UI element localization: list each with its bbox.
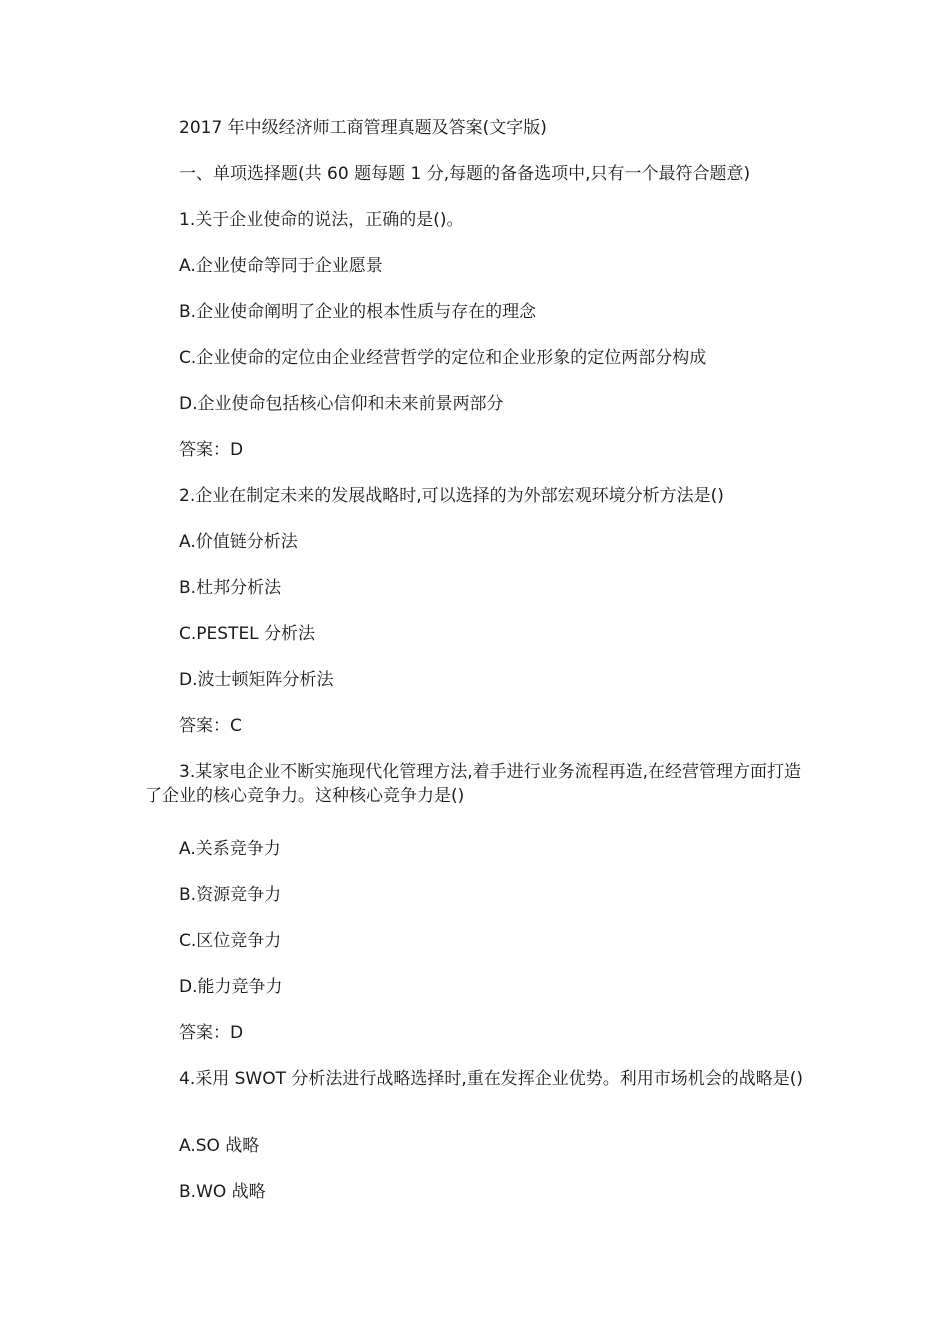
question-1-option-d: D.企业使命包括核心信仰和未来前景两部分 bbox=[179, 394, 504, 414]
question-2-answer: 答案：C bbox=[179, 716, 242, 736]
question-3-option-b: B.资源竞争力 bbox=[179, 885, 282, 905]
question-1-stem: 1.关于企业使命的说法，正确的是()。 bbox=[179, 210, 464, 230]
question-4-option-a: A.SO 战略 bbox=[179, 1136, 260, 1156]
question-2-stem: 2.企业在制定未来的发展战略时,可以选择的为外部宏观环境分析方法是() bbox=[179, 486, 724, 506]
section-heading: 一、单项选择题(共 60 题每题 1 分,每题的备备选项中,只有一个最符合题意) bbox=[179, 164, 751, 184]
question-1-option-c: C.企业使命的定位由企业经营哲学的定位和企业形象的定位两部分构成 bbox=[179, 348, 707, 368]
question-3-answer: 答案：D bbox=[179, 1023, 244, 1043]
question-1-answer: 答案：D bbox=[179, 440, 244, 460]
question-3-option-c: C.区位竞争力 bbox=[179, 931, 282, 951]
question-4-stem: 4.采用 SWOT 分析法进行战略选择时,重在发挥企业优势。利用市场机会的战略是() bbox=[179, 1069, 804, 1089]
question-2-option-b: B.杜邦分析法 bbox=[179, 578, 282, 598]
question-4-option-b: B.WO 战略 bbox=[179, 1182, 266, 1202]
question-2-option-d: D.波士顿矩阵分析法 bbox=[179, 670, 334, 690]
question-1-option-b: B.企业使命阐明了企业的根本性质与存在的理念 bbox=[179, 302, 537, 322]
question-2-option-a: A.价值链分析法 bbox=[179, 532, 298, 552]
question-3-stem: 3.某家电企业不断实施现代化管理方法,着手进行业务流程再造,在经营管理方面打造了企业的核心竞争力。这种核心竞争力是() bbox=[145, 762, 802, 806]
question-3-option-d: D.能力竞争力 bbox=[179, 977, 283, 997]
document-title: 2017 年中级经济师工商管理真题及答案(文字版) bbox=[179, 118, 547, 138]
question-3-option-a: A.关系竞争力 bbox=[179, 839, 281, 859]
question-1-option-a: A.企业使命等同于企业愿景 bbox=[179, 256, 383, 276]
question-2-option-c: C.PESTEL 分析法 bbox=[179, 624, 316, 644]
